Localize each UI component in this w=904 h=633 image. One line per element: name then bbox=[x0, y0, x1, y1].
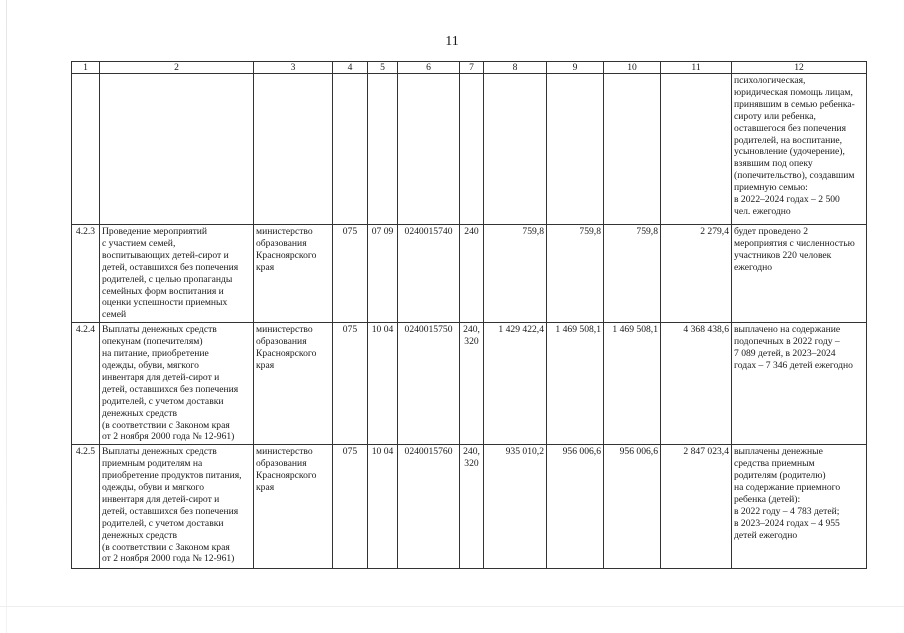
table-row bbox=[72, 323, 867, 445]
cell-target-code: 0240015760 bbox=[398, 445, 460, 569]
cell-amount-year3: 1 469 508,1 bbox=[604, 323, 661, 445]
cell-amount-total: 2 279,4 bbox=[661, 225, 732, 323]
cell-measure-name: Выплаты денежных средств опекунам (попечителям) на питание, приобретение одежды, обуви, мягкого инвентаря для детей-сирот и детей, оставшихся без попечения родителей, с учетом доставки денежных средств (в соответствии с Законом края от 2 ноября 2000 года № 12-961) bbox=[100, 323, 254, 445]
cell-administrator: министерство образования Красноярского края bbox=[254, 445, 333, 569]
column-header: 12 bbox=[732, 62, 867, 74]
column-header: 2 bbox=[100, 62, 254, 74]
cell-item-number: 4.2.5 bbox=[72, 445, 100, 569]
cell-amount-year3 bbox=[604, 74, 661, 225]
cell-section-code: 07 09 bbox=[368, 225, 398, 323]
table-row bbox=[72, 445, 867, 569]
cell-expense-type: 240, 320 bbox=[460, 323, 484, 445]
cell-target-code: 0240015740 bbox=[398, 225, 460, 323]
table-row bbox=[72, 225, 867, 323]
column-header: 8 bbox=[484, 62, 547, 74]
cell-amount-year3: 956 006,6 bbox=[604, 445, 661, 569]
column-header: 3 bbox=[254, 62, 333, 74]
scan-edge-left bbox=[6, 0, 7, 633]
cell-item-number bbox=[72, 74, 100, 225]
column-header: 9 bbox=[547, 62, 604, 74]
cell-amount-year3: 759,8 bbox=[604, 225, 661, 323]
cell-amount-total bbox=[661, 74, 732, 225]
cell-amount-year2: 759,8 bbox=[547, 225, 604, 323]
cell-expected-result: выплачено на содержание подопечных в 2022 году – 7 089 детей, в 2023–2024 годах – 7 346 детей ежегодно bbox=[732, 323, 867, 445]
cell-section-code bbox=[368, 74, 398, 225]
cell-measure-name bbox=[100, 74, 254, 225]
cell-expense-type: 240 bbox=[460, 225, 484, 323]
cell-amount-year1: 1 429 422,4 bbox=[484, 323, 547, 445]
cell-section-code: 10 04 bbox=[368, 323, 398, 445]
cell-administrator: министерство образования Красноярского края bbox=[254, 323, 333, 445]
column-header: 10 bbox=[604, 62, 661, 74]
cell-target-code: 0240015750 bbox=[398, 323, 460, 445]
cell-measure-name: Выплаты денежных средств приемным родителям на приобретение продуктов питания, одежды, обуви и мягкого инвентаря для детей-сирот и детей, оставшихся без попечения родителей, с учетом доставки денежных средств (в соответствии с Законом края от 2 ноября 2000 года № 12-961) bbox=[100, 445, 254, 569]
table-header-row bbox=[72, 62, 867, 74]
column-header: 1 bbox=[72, 62, 100, 74]
cell-expense-type: 240, 320 bbox=[460, 445, 484, 569]
cell-amount-year1: 759,8 bbox=[484, 225, 547, 323]
cell-amount-year2 bbox=[547, 74, 604, 225]
cell-administrator bbox=[254, 74, 333, 225]
cell-item-number: 4.2.4 bbox=[72, 323, 100, 445]
cell-section-code: 10 04 bbox=[368, 445, 398, 569]
cell-amount-year1: 935 010,2 bbox=[484, 445, 547, 569]
cell-expected-result: будет проведено 2 мероприятия с численностью участников 220 человек ежегодно bbox=[732, 225, 867, 323]
cell-administrator: министерство образования Красноярского края bbox=[254, 225, 333, 323]
column-header: 5 bbox=[368, 62, 398, 74]
cell-expense-type bbox=[460, 74, 484, 225]
column-header: 11 bbox=[661, 62, 732, 74]
cell-amount-year1 bbox=[484, 74, 547, 225]
cell-grbs-code: 075 bbox=[333, 225, 368, 323]
cell-grbs-code: 075 bbox=[333, 445, 368, 569]
cell-item-number: 4.2.3 bbox=[72, 225, 100, 323]
cell-grbs-code: 075 bbox=[333, 323, 368, 445]
scan-edge-bottom bbox=[0, 606, 904, 607]
cell-grbs-code bbox=[333, 74, 368, 225]
column-header: 7 bbox=[460, 62, 484, 74]
page-number: 11 bbox=[445, 34, 459, 49]
cell-measure-name: Проведение мероприятий с участием семей, воспитывающих детей-сирот и детей, оставшихся без попечения родителей, с целью пропаганды семейных форм воспитания и оценки успешности приемных семей bbox=[100, 225, 254, 323]
cell-target-code bbox=[398, 74, 460, 225]
cell-amount-year2: 956 006,6 bbox=[547, 445, 604, 569]
column-header: 6 bbox=[398, 62, 460, 74]
cell-expected-result: психологическая, юридическая помощь лицам, принявшим в семью ребенка- сироту или ребенка, оставшегося без попечения родителей, на воспитание, усыновление (удочерение), взявшим под опеку (попечительство), создавшим приемную семью: в 2022–2024 годах – 2 500 чел. ежегодно bbox=[732, 74, 867, 225]
cell-expected-result: выплачены денежные средства приемным родителям (родителю) на содержание приемного ребенка (детей): в 2022 году – 4 783 детей; в 2023–2024 годах – 4 955 детей ежегодно bbox=[732, 445, 867, 569]
cell-amount-total: 4 368 438,6 bbox=[661, 323, 732, 445]
cell-amount-year2: 1 469 508,1 bbox=[547, 323, 604, 445]
table-row bbox=[72, 74, 867, 225]
cell-amount-total: 2 847 023,4 bbox=[661, 445, 732, 569]
budget-measures-table bbox=[71, 61, 867, 569]
column-header: 4 bbox=[333, 62, 368, 74]
